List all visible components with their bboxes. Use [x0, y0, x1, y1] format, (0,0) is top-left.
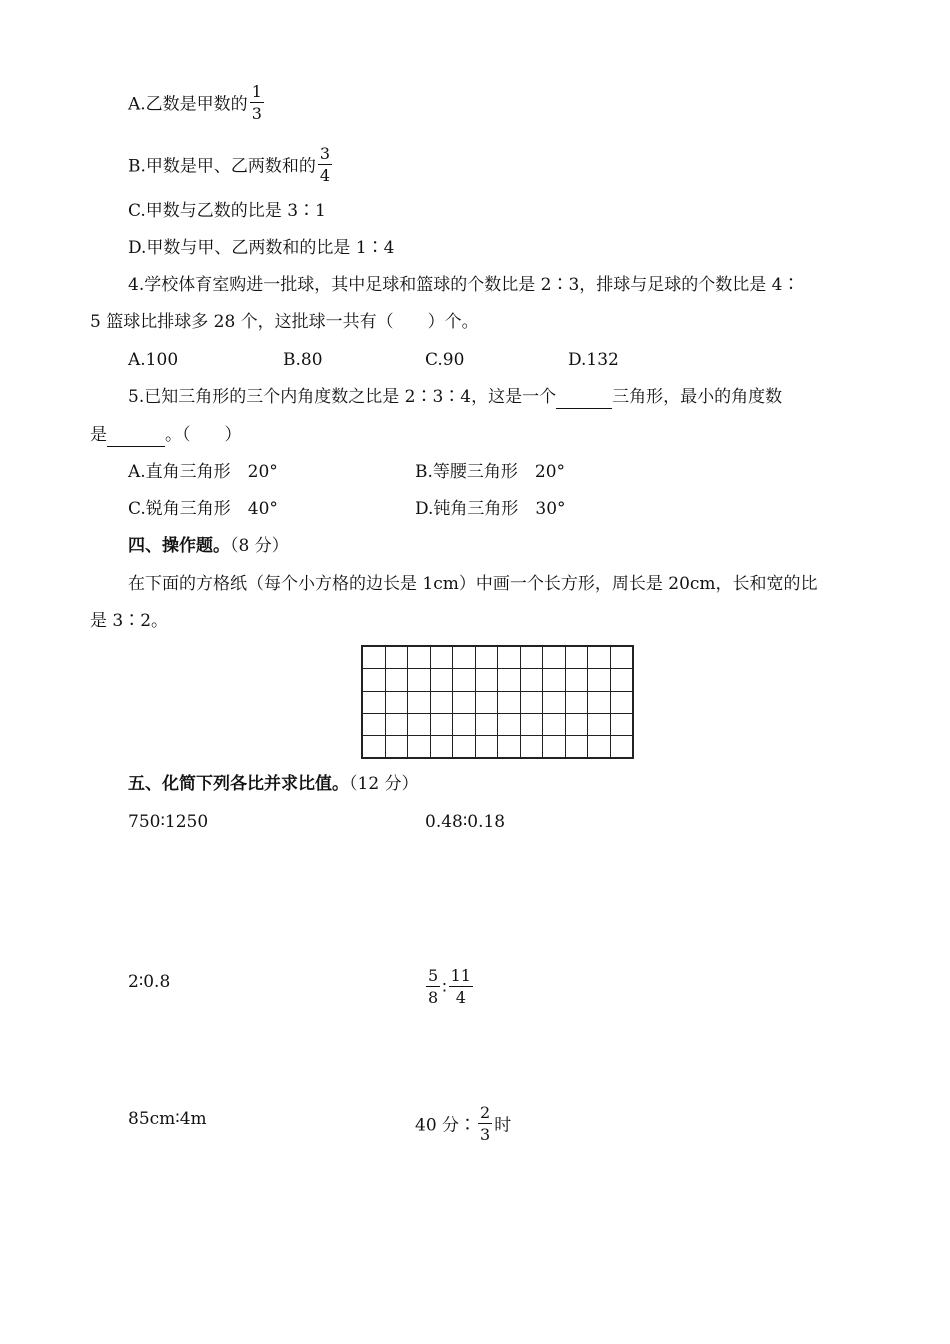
grid-cell[interactable]: [363, 691, 386, 713]
answer-blank[interactable]: [107, 428, 165, 447]
grid-cell[interactable]: [520, 647, 543, 669]
fraction-numerator: 11: [450, 966, 471, 985]
fraction-denominator: 4: [319, 166, 331, 185]
fraction-denominator: 4: [455, 988, 466, 1007]
fraction-one-third: [250, 84, 264, 122]
q5-line-2-pre: 是: [90, 425, 107, 445]
grid-cell[interactable]: [475, 736, 498, 758]
fraction-denominator: 3: [251, 104, 262, 123]
grid-cell[interactable]: [498, 669, 521, 691]
fraction-numerator: 3: [319, 144, 331, 163]
q5-line-1-pre: 5.已知三角形的三个内角度数之比是 2∶3∶4，这是一个: [128, 387, 557, 407]
grid-cell[interactable]: [363, 713, 386, 735]
fraction-numerator: 5: [428, 966, 439, 985]
section-4-line-2: 是 3∶2。: [90, 611, 169, 631]
q4-line-2: 5 篮球比排球多 28 个，这批球一共有（ ）个。: [90, 312, 479, 332]
section-4-heading: [128, 534, 289, 558]
q5-option-c: C.锐角三角形 40°: [128, 499, 278, 519]
grid-cell[interactable]: [498, 736, 521, 758]
fraction-two-thirds: [478, 1105, 492, 1143]
grid-cell[interactable]: [588, 647, 611, 669]
fraction-denominator: 3: [480, 1125, 491, 1144]
grid-cell[interactable]: [363, 736, 386, 758]
grid-cell[interactable]: [543, 669, 566, 691]
grid-cell[interactable]: [475, 647, 498, 669]
grid-cell[interactable]: [543, 691, 566, 713]
section-title: 五、化简下列各比并求比值。: [128, 774, 349, 794]
grid-cell[interactable]: [408, 691, 431, 713]
graph-paper-grid[interactable]: [362, 646, 633, 758]
grid-cell[interactable]: [453, 691, 476, 713]
q5-option-a: A.直角三角形 20°: [128, 462, 278, 482]
ratio-item-3: 2∶0.8: [128, 972, 171, 992]
grid-cell[interactable]: [565, 713, 588, 735]
fraction-five-eighths: [426, 968, 440, 1006]
grid-cell[interactable]: [453, 669, 476, 691]
grid-cell[interactable]: [610, 669, 633, 691]
q5-line-1-post: 三角形，最小的角度数: [612, 387, 783, 407]
fraction-numerator: 2: [480, 1103, 491, 1122]
grid-cell[interactable]: [543, 647, 566, 669]
section-5-heading: [128, 772, 419, 796]
grid-cell[interactable]: [543, 713, 566, 735]
grid-row: [363, 691, 633, 713]
section-score: （8 分）: [230, 536, 289, 556]
ratio-item-5: 85cm∶4m: [128, 1109, 207, 1129]
section-title: 四、操作题。: [128, 536, 230, 556]
grid-cell[interactable]: [610, 691, 633, 713]
grid-cell[interactable]: [520, 713, 543, 735]
grid-cell[interactable]: [453, 713, 476, 735]
grid-cell[interactable]: [475, 691, 498, 713]
grid-cell[interactable]: [610, 713, 633, 735]
q3-option-a: [128, 82, 266, 124]
grid-cell[interactable]: [588, 713, 611, 735]
grid-cell[interactable]: [588, 691, 611, 713]
ratio-item-6-pre: 40 分∶: [415, 1115, 477, 1136]
grid-cell[interactable]: [565, 669, 588, 691]
q5-line-2: [90, 423, 242, 447]
grid-cell[interactable]: [430, 647, 453, 669]
grid-cell[interactable]: [385, 691, 408, 713]
q4-option-b: B.80: [283, 350, 323, 370]
section-4-line-1: 在下面的方格纸（每个小方格的边长是 1cm）中画一个长方形，周长是 20cm，长和宽的比: [128, 574, 818, 594]
ratio-item-6-post: 时: [494, 1115, 512, 1136]
grid-cell[interactable]: [408, 736, 431, 758]
q5-line-1: [128, 385, 782, 409]
grid-cell[interactable]: [475, 713, 498, 735]
grid-cell[interactable]: [520, 736, 543, 758]
grid-cell[interactable]: [610, 736, 633, 758]
grid-cell[interactable]: [408, 713, 431, 735]
grid-cell[interactable]: [565, 647, 588, 669]
q4-option-d: D.132: [568, 350, 619, 370]
grid-cell[interactable]: [498, 691, 521, 713]
q4-line-1: 4.学校体育室购进一批球，其中足球和篮球的个数比是 2∶3，排球与足球的个数比是 4∶: [128, 275, 800, 295]
grid-cell[interactable]: [385, 669, 408, 691]
grid-cell[interactable]: [363, 669, 386, 691]
grid-cell[interactable]: [385, 647, 408, 669]
grid-cell[interactable]: [565, 736, 588, 758]
q3-option-d: D.甲数与甲、乙两数和的比是 1∶4: [128, 238, 395, 258]
ratio-item-1: 750∶1250: [128, 812, 209, 832]
fraction-three-quarters: [318, 146, 332, 184]
answer-blank[interactable]: [556, 390, 612, 409]
grid-cell[interactable]: [565, 691, 588, 713]
grid-cell[interactable]: [385, 736, 408, 758]
grid-cell[interactable]: [408, 669, 431, 691]
grid-cell[interactable]: [453, 736, 476, 758]
fraction-numerator: 1: [251, 82, 262, 101]
grid-cell[interactable]: [498, 647, 521, 669]
ratio-item-6: [415, 1103, 512, 1145]
section-score: （12 分）: [349, 774, 419, 794]
grid-cell[interactable]: [588, 669, 611, 691]
grid-cell[interactable]: [430, 669, 453, 691]
grid-cell[interactable]: [520, 691, 543, 713]
q3-option-b: [128, 144, 334, 186]
grid-row: [363, 736, 633, 758]
ratio-item-4: [424, 966, 475, 1008]
grid-cell[interactable]: [475, 669, 498, 691]
grid-cell[interactable]: [430, 713, 453, 735]
ratio-item-2: 0.48∶0.18: [425, 812, 506, 832]
q5-line-2-post: 。（ ）: [165, 425, 242, 445]
grid-row: [363, 647, 633, 669]
grid-cell[interactable]: [408, 647, 431, 669]
grid-row: [363, 713, 633, 735]
grid-cell[interactable]: [430, 691, 453, 713]
grid-cell[interactable]: [520, 669, 543, 691]
grid-cell[interactable]: [498, 713, 521, 735]
grid-cell[interactable]: [453, 647, 476, 669]
grid-cell[interactable]: [588, 736, 611, 758]
grid-row: [363, 669, 633, 691]
grid-cell[interactable]: [610, 647, 633, 669]
q3-option-a-text: A.乙数是甲数的: [128, 94, 248, 115]
q3-option-c: C.甲数与乙数的比是 3∶1: [128, 201, 326, 221]
q4-option-a: A.100: [128, 350, 179, 370]
q5-option-d: D.钝角三角形 30°: [415, 499, 566, 519]
grid-cell[interactable]: [363, 647, 386, 669]
fraction-denominator: 8: [428, 988, 439, 1007]
grid-cell[interactable]: [430, 736, 453, 758]
q3-option-b-text: B.甲数是甲、乙两数和的: [128, 156, 316, 177]
q4-option-c: C.90: [425, 350, 465, 370]
fraction-eleven-quarters: [449, 968, 473, 1006]
grid-cell[interactable]: [543, 736, 566, 758]
q5-option-b: B.等腰三角形 20°: [415, 462, 566, 482]
ratio-separator: ∶: [442, 978, 447, 999]
grid-cell[interactable]: [385, 713, 408, 735]
